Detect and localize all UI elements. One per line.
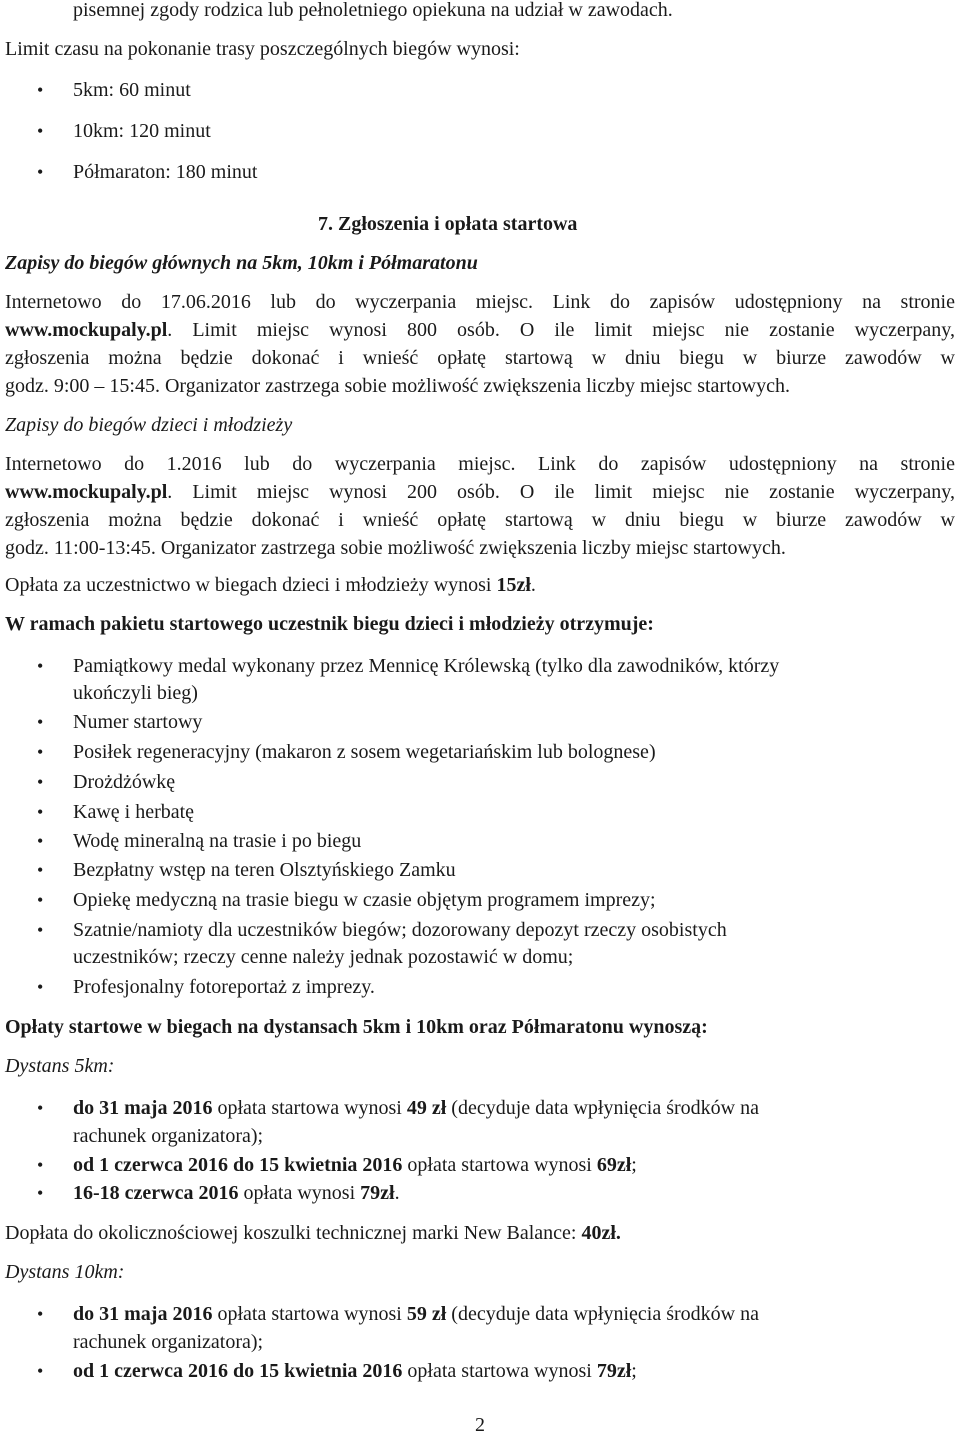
text-line: godz. 11:00-13:45. Organizator zastrzega sobie możliwość zwiększenia liczby miejsc startowych. [5, 537, 786, 559]
website-link[interactable]: www.mockupaly.pl [5, 319, 168, 341]
kids-fee-value: 15zł [496, 574, 531, 596]
text-line: www.mockupaly.pl. Limit miejsc wynosi 200 osób. O ile limit miejsc nie zostanie wyczerpany, [5, 481, 955, 503]
text-line: Internetowo do 17.06.2016 lub do wyczerpania miejsc. Link do zapisów udostępniony na stronie [5, 291, 955, 313]
bullet-icon: • [37, 162, 44, 182]
text-line: godz. 9:00 – 15:45. Organizator zastrzega sobie możliwość zwiększenia liczby miejsc startowych. [5, 375, 790, 397]
list-item-text: rachunek organizatora); [73, 1331, 264, 1353]
page-number: 2 [475, 1414, 485, 1436]
text-line: zgłoszenia można będzie dokonać i wnieść opłatę startową w dniu biegu w biurze zawodów w [5, 347, 955, 369]
shirt-fee-line: Dopłata do okolicznościowej koszulki technicznej marki New Balance: 40zł. [5, 1222, 621, 1244]
list-item-text: od 1 czerwca 2016 do 15 kwietnia 2016 opłata startowa wynosi 69zł; [73, 1154, 637, 1176]
bullet-icon: • [37, 1304, 44, 1324]
website-link[interactable]: www.mockupaly.pl [5, 481, 168, 503]
list-item-text: Numer startowy [73, 711, 203, 733]
bullet-icon: • [37, 890, 44, 910]
list-item-text: od 1 czerwca 2016 do 15 kwietnia 2016 opłata startowa wynosi 79zł; [73, 1360, 637, 1382]
list-item-text: do 31 maja 2016 opłata startowa wynosi 59 zł (decyduje data wpłynięcia środków na [73, 1303, 759, 1325]
bullet-icon: • [37, 1183, 44, 1203]
bullet-icon: • [37, 920, 44, 940]
bullet-icon: • [37, 656, 44, 676]
bullet-icon: • [37, 802, 44, 822]
bullet-icon: • [37, 742, 44, 762]
bullet-icon: • [37, 712, 44, 732]
list-item-text: Profesjonalny fotoreportaż z imprezy. [73, 976, 375, 998]
bullet-icon: • [37, 1155, 44, 1175]
list-item-text: Półmaraton: 180 minut [73, 161, 258, 183]
text-line: pisemnej zgody rodzica lub pełnoletniego opiekuna na udział w zawodach. [73, 0, 673, 21]
list-item-text: ukończyli bieg) [73, 682, 198, 704]
list-item-text: Drożdżówkę [73, 771, 176, 793]
bullet-icon: • [37, 1361, 44, 1381]
kids-fee-line: Opłata za uczestnictwo w biegach dzieci i młodzieży wynosi 15zł. [5, 574, 536, 596]
list-item-text: 16-18 czerwca 2016 opłata wynosi 79zł. [73, 1182, 400, 1204]
list-item-text: 5km: 60 minut [73, 79, 191, 101]
distance-title: Dystans 5km: [5, 1055, 115, 1077]
text-line: Limit czasu na pokonanie trasy poszczególnych biegów wynosi: [5, 38, 520, 60]
distance-title: Dystans 10km: [5, 1261, 125, 1283]
section-heading: 7. Zgłoszenia i opłata startowa [318, 213, 578, 235]
list-item-text: do 31 maja 2016 opłata startowa wynosi 49 zł (decyduje data wpłynięcia środków na [73, 1097, 759, 1119]
fees-heading: Opłaty startowe w biegach na dystansach 5km i 10km oraz Półmaratonu wynoszą: [5, 1016, 708, 1038]
list-item-text: Pamiątkowy medal wykonany przez Mennicę Królewską (tylko dla zawodników, którzy [73, 655, 780, 677]
list-item-text: Bezpłatny wstęp na teren Olsztyńskiego Zamku [73, 859, 456, 881]
bullet-icon: • [37, 80, 44, 100]
bullet-icon: • [37, 860, 44, 880]
subsection-title: Zapisy do biegów głównych na 5km, 10km i Półmaratonu [5, 252, 478, 274]
subsection-title: Zapisy do biegów dzieci i młodzieży [5, 414, 293, 436]
shirt-fee-value: 40zł. [581, 1222, 621, 1244]
list-item-text: 10km: 120 minut [73, 120, 211, 142]
text-line: Internetowo do 1.2016 lub do wyczerpania miejsc. Link do zapisów udostępniony na stronie [5, 453, 955, 475]
bullet-icon: • [37, 977, 44, 997]
list-item-text: uczestników; rzeczy cenne należy jednak pozostawić w domu; [73, 946, 574, 968]
bullet-icon: • [37, 772, 44, 792]
bullet-icon: • [37, 1098, 44, 1118]
list-item-text: Opiekę medyczną na trasie biegu w czasie objętym programem imprezy; [73, 889, 656, 911]
list-item-text: Posiłek regeneracyjny (makaron z sosem wegetariańskim lub bolognese) [73, 741, 656, 763]
list-item-text: Kawę i herbatę [73, 801, 195, 823]
text-line: www.mockupaly.pl. Limit miejsc wynosi 800 osób. O ile limit miejsc nie zostanie wyczerpany, [5, 319, 955, 341]
text-line: zgłoszenia można będzie dokonać i wnieść opłatę startową w dniu biegu w biurze zawodów w [5, 509, 955, 531]
bullet-icon: • [37, 831, 44, 851]
bullet-icon: • [37, 121, 44, 141]
package-heading: W ramach pakietu startowego uczestnik biegu dzieci i młodzieży otrzymuje: [5, 613, 654, 635]
list-item-text: Szatnie/namioty dla uczestników biegów; dozorowany depozyt rzeczy osobistych [73, 919, 727, 941]
list-item-text: rachunek organizatora); [73, 1125, 264, 1147]
list-item-text: Wodę mineralną na trasie i po biegu [73, 830, 362, 852]
